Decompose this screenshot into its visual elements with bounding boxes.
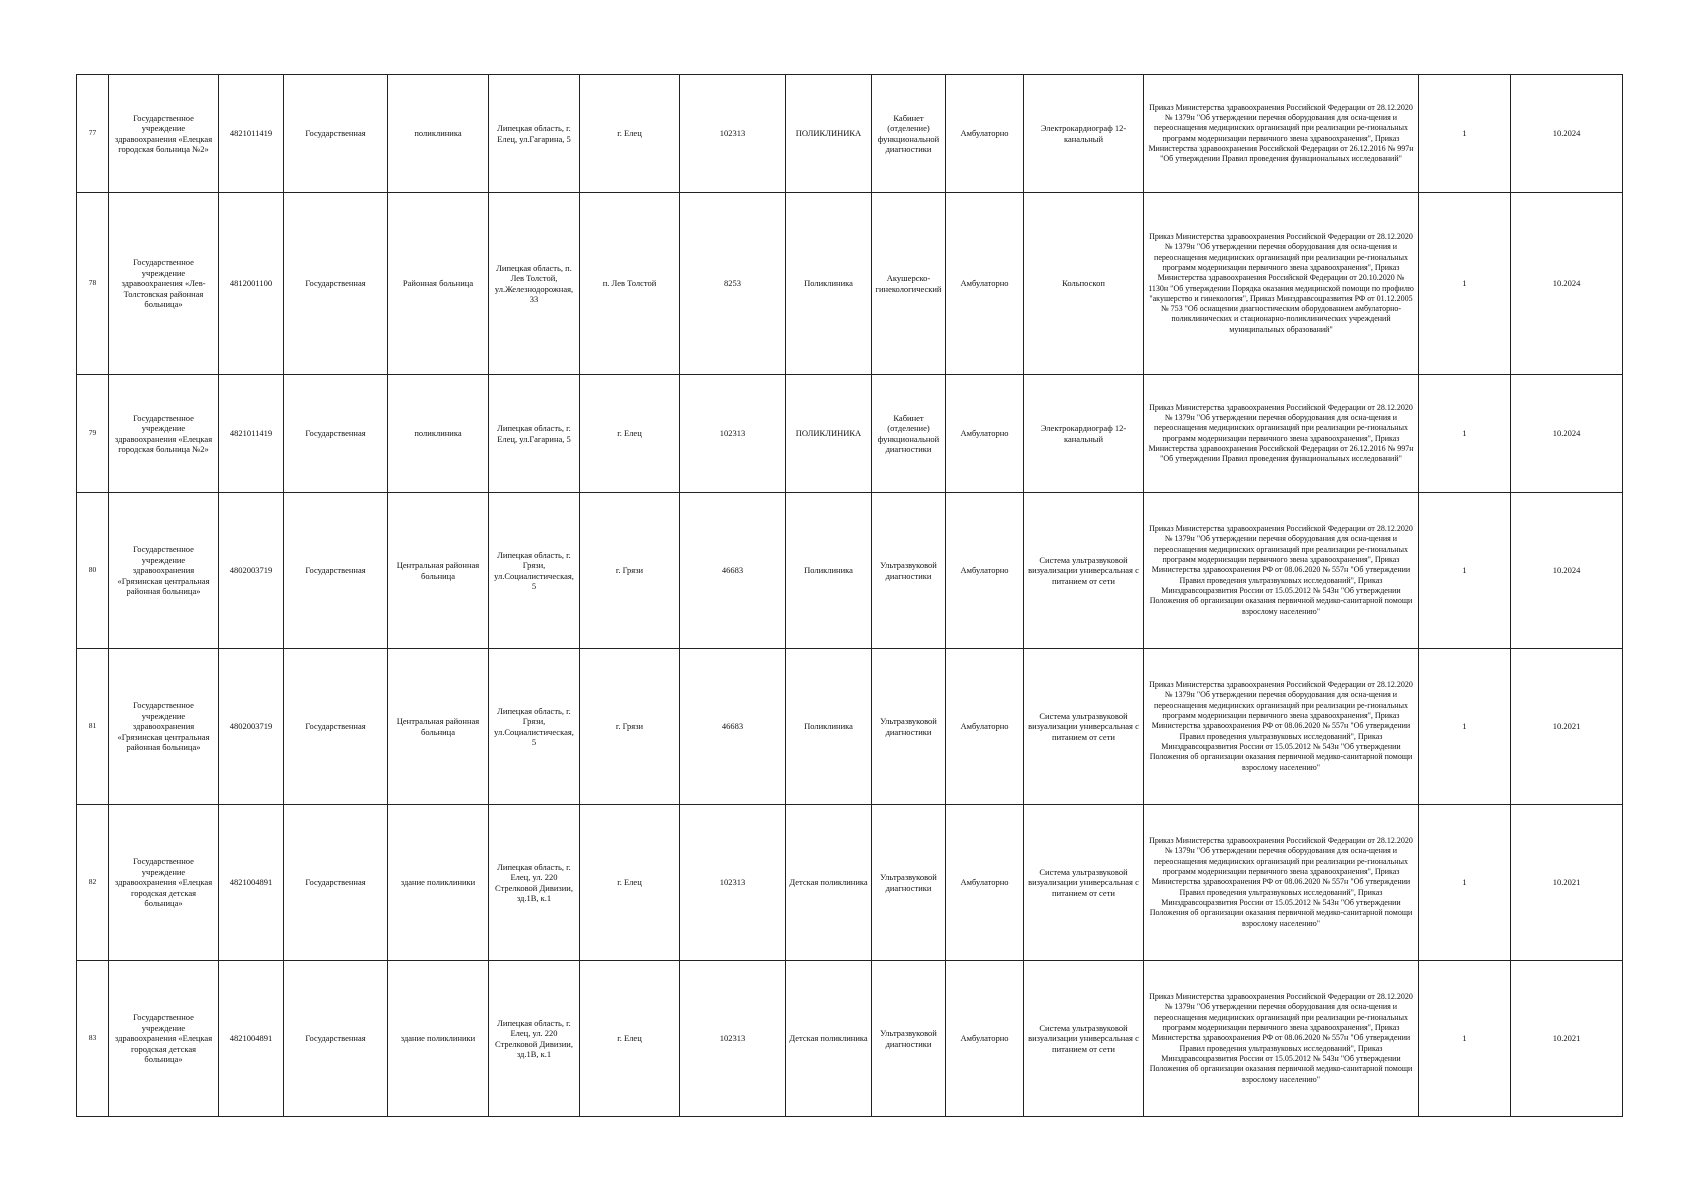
ownership-form: Государственная [284, 75, 388, 193]
facility-type: здание поликлиники [388, 961, 489, 1117]
facility-address: Липецкая область, г. Елец, ул. 220 Стрелковой Дивизии, зд.1В, к.1 [489, 961, 580, 1117]
locality: г. Елец [580, 75, 680, 193]
unit-name: Поликлиника [786, 193, 872, 375]
inn-code: 4812001100 [219, 193, 284, 375]
care-form: Амбулаторно [946, 193, 1024, 375]
equipment-name: Система ультразвуковой визуализации универсальная с питанием от сети [1024, 493, 1144, 649]
row-number: 82 [77, 805, 109, 961]
table-row [77, 193, 1623, 375]
ownership-form: Государственная [284, 193, 388, 375]
locality: п. Лев Толстой [580, 193, 680, 375]
facility-address: Липецкая область, г. Грязи, ул.Социалистическая, 5 [489, 493, 580, 649]
department-name: Ультразвуковой диагностики [872, 493, 946, 649]
locality: г. Грязи [580, 649, 680, 805]
quantity: 1 [1419, 375, 1511, 493]
institution-name: Государственное учреждение здравоохранения «Елецкая городская больница №2» [109, 375, 219, 493]
table-row [77, 961, 1623, 1117]
institution-name: Государственное учреждение здравоохранения «Грязинская центральная районная больница» [109, 493, 219, 649]
row-number: 83 [77, 961, 109, 1117]
legal-basis: Приказ Министерства здравоохранения Российской Федерации от 28.12.2020 № 1379н "Об утверждении перечня оборудования для осна-щения и переоснащения медицинских организаций при реализации ре-гиональных программ модернизации первичного звена здравоохранения", Приказ Министерства здравоохранения РФ от 08.06.2020 № 557н "Об утверждении Правил проведения ультразвуковых исследований", Приказ Минздравсоцразвития России от 15.05.2012 № 543н "Об утверждении Положения об организации оказания первичной медико-санитарной помощи взрослому населению" [1144, 493, 1419, 649]
equipment-name: Система ультразвуковой визуализации универсальная с питанием от сети [1024, 961, 1144, 1117]
delivery-date: 10.2024 [1511, 193, 1623, 375]
locality: г. Елец [580, 375, 680, 493]
facility-type: поликлиника [388, 375, 489, 493]
quantity: 1 [1419, 961, 1511, 1117]
institution-name: Государственное учреждение здравоохранения «Елецкая городская больница №2» [109, 75, 219, 193]
delivery-date: 10.2024 [1511, 493, 1623, 649]
row-number: 77 [77, 75, 109, 193]
delivery-date: 10.2021 [1511, 961, 1623, 1117]
population: 46683 [680, 649, 786, 805]
unit-name: Поликлиника [786, 649, 872, 805]
inn-code: 4802003719 [219, 649, 284, 805]
row-number: 79 [77, 375, 109, 493]
institution-name: Государственное учреждение здравоохранения «Грязинская центральная районная больница» [109, 649, 219, 805]
document-page [76, 74, 1622, 1117]
quantity: 1 [1419, 493, 1511, 649]
locality: г. Грязи [580, 493, 680, 649]
facility-address: Липецкая область, г. Елец, ул.Гагарина, 5 [489, 75, 580, 193]
ownership-form: Государственная [284, 375, 388, 493]
department-name: Ультразвуковой диагностики [872, 649, 946, 805]
quantity: 1 [1419, 805, 1511, 961]
table-row [77, 649, 1623, 805]
table-row [77, 375, 1623, 493]
ownership-form: Государственная [284, 493, 388, 649]
legal-basis: Приказ Министерства здравоохранения Российской Федерации от 28.12.2020 № 1379н "Об утверждении перечня оборудования для осна-щения и переоснащения медицинских организаций при реализации ре-гиональных программ модернизации первичного звена здравоохранения", Приказ Министерства здравоохранения РФ от 08.06.2020 № 557н "Об утверждении Правил проведения ультразвуковых исследований", Приказ Минздравсоцразвития России от 15.05.2012 № 543н "Об утверждении Положения об организации оказания первичной медико-санитарной помощи взрослому населению" [1144, 961, 1419, 1117]
row-number: 80 [77, 493, 109, 649]
care-form: Амбулаторно [946, 961, 1024, 1117]
facility-address: Липецкая область, г. Грязи, ул.Социалистическая, 5 [489, 649, 580, 805]
unit-name: Детская поликлиника [786, 961, 872, 1117]
locality: г. Елец [580, 961, 680, 1117]
facility-type: здание поликлиники [388, 805, 489, 961]
inn-code: 4821011419 [219, 375, 284, 493]
institution-name: Государственное учреждение здравоохранения «Елецкая городская детская больница» [109, 961, 219, 1117]
population: 102313 [680, 375, 786, 493]
delivery-date: 10.2021 [1511, 649, 1623, 805]
delivery-date: 10.2024 [1511, 375, 1623, 493]
table-row [77, 805, 1623, 961]
care-form: Амбулаторно [946, 493, 1024, 649]
quantity: 1 [1419, 75, 1511, 193]
inn-code: 4821004891 [219, 961, 284, 1117]
equipment-name: Система ультразвуковой визуализации универсальная с питанием от сети [1024, 649, 1144, 805]
unit-name: ПОЛИКЛИНИКА [786, 375, 872, 493]
department-name: Ультразвуковой диагностики [872, 805, 946, 961]
facility-type: Центральная районная больница [388, 649, 489, 805]
facility-type: поликлиника [388, 75, 489, 193]
population: 46683 [680, 493, 786, 649]
equipment-registry-table [76, 74, 1623, 1117]
equipment-name: Электрокардиограф 12-канальный [1024, 75, 1144, 193]
care-form: Амбулаторно [946, 75, 1024, 193]
legal-basis: Приказ Министерства здравоохранения Российской Федерации от 28.12.2020 № 1379н "Об утверждении перечня оборудования для осна-щения и переоснащения медицинских организаций при реализации ре-гиональных программ модернизации первичного звена здравоохранения", Приказ Министерства здравоохранения РФ от 08.06.2020 № 557н "Об утверждении Правил проведения ультразвуковых исследований", Приказ Минздравсоцразвития России от 15.05.2012 № 543н "Об утверждении Положения об организации оказания первичной медико-санитарной помощи взрослому населению" [1144, 805, 1419, 961]
unit-name: Поликлиника [786, 493, 872, 649]
institution-name: Государственное учреждение здравоохранения «Елецкая городская детская больница» [109, 805, 219, 961]
facility-address: Липецкая область, п. Лев Толстой, ул.Железнодорожная, 33 [489, 193, 580, 375]
delivery-date: 10.2024 [1511, 75, 1623, 193]
facility-address: Липецкая область, г. Елец, ул.Гагарина, 5 [489, 375, 580, 493]
table-row [77, 75, 1623, 193]
quantity: 1 [1419, 649, 1511, 805]
population: 102313 [680, 805, 786, 961]
inn-code: 4802003719 [219, 493, 284, 649]
unit-name: ПОЛИКЛИНИКА [786, 75, 872, 193]
population: 102313 [680, 75, 786, 193]
facility-type: Центральная районная больница [388, 493, 489, 649]
department-name: Кабинет (отделение) функциональной диагностики [872, 75, 946, 193]
department-name: Акушерско-гинекологический [872, 193, 946, 375]
care-form: Амбулаторно [946, 375, 1024, 493]
row-number: 78 [77, 193, 109, 375]
department-name: Кабинет (отделение) функциональной диагностики [872, 375, 946, 493]
equipment-name: Кольпоскоп [1024, 193, 1144, 375]
population: 8253 [680, 193, 786, 375]
quantity: 1 [1419, 193, 1511, 375]
ownership-form: Государственная [284, 805, 388, 961]
equipment-name: Электрокардиограф 12-канальный [1024, 375, 1144, 493]
equipment-name: Система ультразвуковой визуализации универсальная с питанием от сети [1024, 805, 1144, 961]
inn-code: 4821011419 [219, 75, 284, 193]
row-number: 81 [77, 649, 109, 805]
institution-name: Государственное учреждение здравоохранения «Лев-Толстовская районная больница» [109, 193, 219, 375]
ownership-form: Государственная [284, 649, 388, 805]
legal-basis: Приказ Министерства здравоохранения Российской Федерации от 28.12.2020 № 1379н "Об утверждении перечня оборудования для осна-щения и переоснащения медицинских организаций при реализации ре-гиональных программ модернизации первичного звена здравоохранения", Приказ Министерства здравоохранения Российской Федерации от 20.10.2020 № 1130н "Об утверждении Порядка оказания медицинской помощи по профилю "акушерство и гинекология", Приказ Минздравсоцразвития РФ от 01.12.2005 № 753 "Об оснащении диагностическим оборудованием амбулаторно-поликлинических и стационарно-поликлинических учреждений муниципальных образований" [1144, 193, 1419, 375]
care-form: Амбулаторно [946, 649, 1024, 805]
locality: г. Елец [580, 805, 680, 961]
delivery-date: 10.2021 [1511, 805, 1623, 961]
legal-basis: Приказ Министерства здравоохранения Российской Федерации от 28.12.2020 № 1379н "Об утверждении перечня оборудования для осна-щения и переоснащения медицинских организаций при реализации ре-гиональных программ модернизации первичного звена здравоохранения", Приказ Министерства здравоохранения Российской Федерации от 26.12.2016 № 997н "Об утверждении Правил проведения функциональных исследований" [1144, 75, 1419, 193]
facility-address: Липецкая область, г. Елец, ул. 220 Стрелковой Дивизии, зд.1В, к.1 [489, 805, 580, 961]
inn-code: 4821004891 [219, 805, 284, 961]
unit-name: Детская поликлиника [786, 805, 872, 961]
table-row [77, 493, 1623, 649]
legal-basis: Приказ Министерства здравоохранения Российской Федерации от 28.12.2020 № 1379н "Об утверждении перечня оборудования для осна-щения и переоснащения медицинских организаций при реализации ре-гиональных программ модернизации первичного звена здравоохранения", Приказ Министерства здравоохранения РФ от 08.06.2020 № 557н "Об утверждении Правил проведения ультразвуковых исследований", Приказ Минздравсоцразвития России от 15.05.2012 № 543н "Об утверждении Положения об организации оказания первичной медико-санитарной помощи взрослому населению" [1144, 649, 1419, 805]
facility-type: Районная больница [388, 193, 489, 375]
care-form: Амбулаторно [946, 805, 1024, 961]
department-name: Ультразвуковой диагностики [872, 961, 946, 1117]
legal-basis: Приказ Министерства здравоохранения Российской Федерации от 28.12.2020 № 1379н "Об утверждении перечня оборудования для осна-щения и переоснащения медицинских организаций при реализации ре-гиональных программ модернизации первичного звена здравоохранения", Приказ Министерства здравоохранения Российской Федерации от 26.12.2016 № 997н "Об утверждении Правил проведения функциональных исследований" [1144, 375, 1419, 493]
population: 102313 [680, 961, 786, 1117]
ownership-form: Государственная [284, 961, 388, 1117]
